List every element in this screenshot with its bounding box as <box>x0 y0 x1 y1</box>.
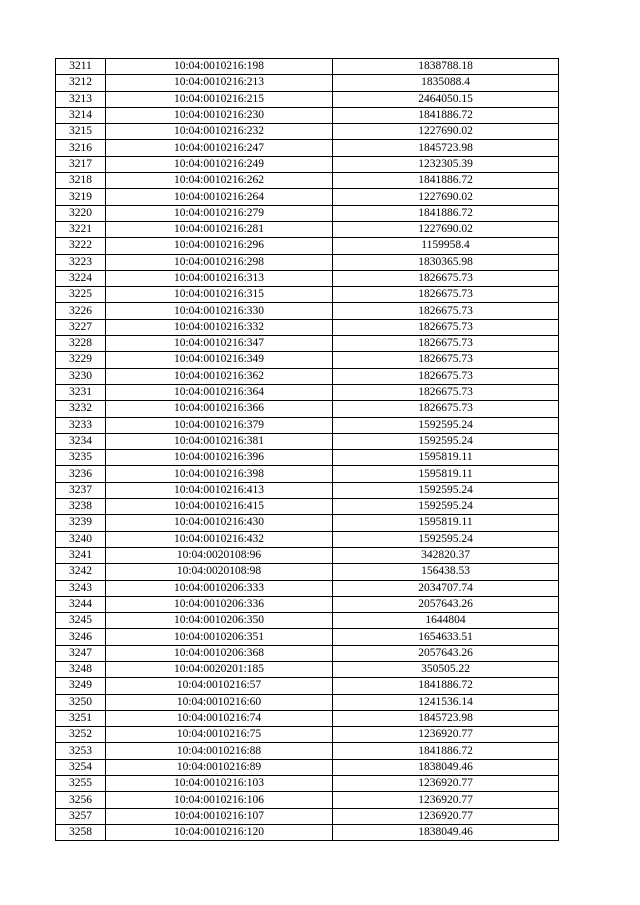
row-number-cell: 3239 <box>56 515 106 531</box>
cadastral-number-cell: 10:04:0010216:264 <box>106 189 333 205</box>
cadastral-number-cell: 10:04:0010216:281 <box>106 221 333 237</box>
cadastral-number-cell: 10:04:0010216:247 <box>106 140 333 156</box>
value-cell: 1841886.72 <box>333 107 559 123</box>
table-row <box>56 352 559 368</box>
value-cell: 1236920.77 <box>333 808 559 824</box>
table-row <box>56 384 559 400</box>
row-number-cell: 3220 <box>56 205 106 221</box>
table-row <box>56 678 559 694</box>
value-cell: 1838788.18 <box>333 59 559 75</box>
cadastral-number-cell: 10:04:0010206:336 <box>106 596 333 612</box>
value-cell: 1845723.98 <box>333 710 559 726</box>
cadastral-number-cell: 10:04:0010216:413 <box>106 482 333 498</box>
row-number-cell: 3237 <box>56 482 106 498</box>
cadastral-number-cell: 10:04:0010216:213 <box>106 75 333 91</box>
table-row <box>56 596 559 612</box>
cadastral-number-cell: 10:04:0010216:379 <box>106 417 333 433</box>
cadastral-number-cell: 10:04:0010216:89 <box>106 759 333 775</box>
table-row <box>56 368 559 384</box>
cadastral-number-cell: 10:04:0010206:350 <box>106 613 333 629</box>
cadastral-number-cell: 10:04:0010216:75 <box>106 727 333 743</box>
row-number-cell: 3235 <box>56 450 106 466</box>
cadastral-number-cell: 10:04:0010216:332 <box>106 319 333 335</box>
table-row <box>56 808 559 824</box>
value-cell: 1592595.24 <box>333 531 559 547</box>
cadastral-value-table <box>55 58 559 841</box>
table-row <box>56 466 559 482</box>
cadastral-number-cell: 10:04:0010216:60 <box>106 694 333 710</box>
cadastral-number-cell: 10:04:0010216:106 <box>106 792 333 808</box>
value-cell: 1838049.46 <box>333 759 559 775</box>
row-number-cell: 3257 <box>56 808 106 824</box>
cadastral-number-cell: 10:04:0010216:249 <box>106 156 333 172</box>
cadastral-number-cell: 10:04:0010216:430 <box>106 515 333 531</box>
value-cell: 1841886.72 <box>333 743 559 759</box>
table-row <box>56 91 559 107</box>
value-cell: 1592595.24 <box>333 417 559 433</box>
row-number-cell: 3248 <box>56 661 106 677</box>
table-row <box>56 156 559 172</box>
table-row <box>56 743 559 759</box>
cadastral-number-cell: 10:04:0010216:232 <box>106 124 333 140</box>
cadastral-number-cell: 10:04:0010216:347 <box>106 336 333 352</box>
value-cell: 1826675.73 <box>333 401 559 417</box>
value-cell: 1595819.11 <box>333 450 559 466</box>
row-number-cell: 3253 <box>56 743 106 759</box>
table-row <box>56 580 559 596</box>
table-row <box>56 499 559 515</box>
value-cell: 1644804 <box>333 613 559 629</box>
cadastral-number-cell: 10:04:0010216:396 <box>106 450 333 466</box>
row-number-cell: 3231 <box>56 384 106 400</box>
row-number-cell: 3227 <box>56 319 106 335</box>
cadastral-number-cell: 10:04:0010216:103 <box>106 776 333 792</box>
row-number-cell: 3217 <box>56 156 106 172</box>
row-number-cell: 3250 <box>56 694 106 710</box>
table-row <box>56 238 559 254</box>
row-number-cell: 3233 <box>56 417 106 433</box>
row-number-cell: 3211 <box>56 59 106 75</box>
table-row <box>56 450 559 466</box>
value-cell: 1159958.4 <box>333 238 559 254</box>
value-cell: 2057643.26 <box>333 596 559 612</box>
value-cell: 1592595.24 <box>333 482 559 498</box>
cadastral-number-cell: 10:04:0010206:368 <box>106 645 333 661</box>
cadastral-number-cell: 10:04:0010216:120 <box>106 824 333 840</box>
value-cell: 1227690.02 <box>333 189 559 205</box>
table-row <box>56 254 559 270</box>
value-cell: 1227690.02 <box>333 124 559 140</box>
cadastral-number-cell: 10:04:0010216:198 <box>106 59 333 75</box>
row-number-cell: 3215 <box>56 124 106 140</box>
row-number-cell: 3224 <box>56 270 106 286</box>
table-row <box>56 482 559 498</box>
value-cell: 2057643.26 <box>333 645 559 661</box>
cadastral-number-cell: 10:04:0010206:333 <box>106 580 333 596</box>
row-number-cell: 3218 <box>56 173 106 189</box>
cadastral-number-cell: 10:04:0010216:313 <box>106 270 333 286</box>
row-number-cell: 3221 <box>56 221 106 237</box>
row-number-cell: 3243 <box>56 580 106 596</box>
value-cell: 1841886.72 <box>333 173 559 189</box>
table-row <box>56 140 559 156</box>
cadastral-number-cell: 10:04:0010216:230 <box>106 107 333 123</box>
cadastral-number-cell: 10:04:0020108:98 <box>106 564 333 580</box>
row-number-cell: 3212 <box>56 75 106 91</box>
table-row <box>56 303 559 319</box>
row-number-cell: 3245 <box>56 613 106 629</box>
row-number-cell: 3238 <box>56 499 106 515</box>
row-number-cell: 3254 <box>56 759 106 775</box>
table-row <box>56 173 559 189</box>
row-number-cell: 3219 <box>56 189 106 205</box>
table-row <box>56 694 559 710</box>
row-number-cell: 3241 <box>56 547 106 563</box>
table-row <box>56 613 559 629</box>
row-number-cell: 3229 <box>56 352 106 368</box>
row-number-cell: 3256 <box>56 792 106 808</box>
table-row <box>56 417 559 433</box>
value-cell: 1232305.39 <box>333 156 559 172</box>
row-number-cell: 3252 <box>56 727 106 743</box>
row-number-cell: 3246 <box>56 629 106 645</box>
value-cell: 1236920.77 <box>333 776 559 792</box>
value-cell: 1841886.72 <box>333 205 559 221</box>
value-cell: 1241536.14 <box>333 694 559 710</box>
table-row <box>56 124 559 140</box>
value-cell: 342820.37 <box>333 547 559 563</box>
cadastral-number-cell: 10:04:0010216:432 <box>106 531 333 547</box>
value-cell: 156438.53 <box>333 564 559 580</box>
value-cell: 2034707.74 <box>333 580 559 596</box>
value-cell: 1592595.24 <box>333 433 559 449</box>
value-cell: 1236920.77 <box>333 792 559 808</box>
cadastral-number-cell: 10:04:0010216:415 <box>106 499 333 515</box>
cadastral-number-cell: 10:04:0010206:351 <box>106 629 333 645</box>
cadastral-number-cell: 10:04:0010216:298 <box>106 254 333 270</box>
cadastral-number-cell: 10:04:0010216:88 <box>106 743 333 759</box>
value-cell: 1592595.24 <box>333 499 559 515</box>
value-cell: 1826675.73 <box>333 303 559 319</box>
cadastral-number-cell: 10:04:0010216:296 <box>106 238 333 254</box>
table-row <box>56 661 559 677</box>
row-number-cell: 3216 <box>56 140 106 156</box>
row-number-cell: 3244 <box>56 596 106 612</box>
row-number-cell: 3240 <box>56 531 106 547</box>
table-row <box>56 531 559 547</box>
row-number-cell: 3222 <box>56 238 106 254</box>
cadastral-number-cell: 10:04:0010216:349 <box>106 352 333 368</box>
value-cell: 1654633.51 <box>333 629 559 645</box>
table-row <box>56 629 559 645</box>
cadastral-number-cell: 10:04:0010216:364 <box>106 384 333 400</box>
cadastral-number-cell: 10:04:0020108:96 <box>106 547 333 563</box>
table-row <box>56 270 559 286</box>
value-cell: 1826675.73 <box>333 319 559 335</box>
value-cell: 1838049.46 <box>333 824 559 840</box>
row-number-cell: 3223 <box>56 254 106 270</box>
table-row <box>56 824 559 840</box>
value-cell: 1595819.11 <box>333 466 559 482</box>
value-cell: 1826675.73 <box>333 352 559 368</box>
cadastral-number-cell: 10:04:0010216:362 <box>106 368 333 384</box>
cadastral-number-cell: 10:04:0010216:57 <box>106 678 333 694</box>
value-cell: 1826675.73 <box>333 287 559 303</box>
table-row <box>56 59 559 75</box>
table-row <box>56 515 559 531</box>
value-cell: 1845723.98 <box>333 140 559 156</box>
table-row <box>56 433 559 449</box>
row-number-cell: 3214 <box>56 107 106 123</box>
table-row <box>56 645 559 661</box>
table-row <box>56 287 559 303</box>
cadastral-number-cell: 10:04:0010216:279 <box>106 205 333 221</box>
cadastral-number-cell: 10:04:0020201:185 <box>106 661 333 677</box>
value-cell: 1830365.98 <box>333 254 559 270</box>
row-number-cell: 3249 <box>56 678 106 694</box>
table-row <box>56 401 559 417</box>
cadastral-number-cell: 10:04:0010216:315 <box>106 287 333 303</box>
cadastral-number-cell: 10:04:0010216:215 <box>106 91 333 107</box>
row-number-cell: 3225 <box>56 287 106 303</box>
value-cell: 1841886.72 <box>333 678 559 694</box>
table-row <box>56 564 559 580</box>
table-row <box>56 75 559 91</box>
value-cell: 1826675.73 <box>333 368 559 384</box>
cadastral-number-cell: 10:04:0010216:330 <box>106 303 333 319</box>
value-cell: 1236920.77 <box>333 727 559 743</box>
row-number-cell: 3255 <box>56 776 106 792</box>
table-row <box>56 792 559 808</box>
table-row <box>56 727 559 743</box>
cadastral-number-cell: 10:04:0010216:262 <box>106 173 333 189</box>
table-body <box>56 59 559 841</box>
value-cell: 1227690.02 <box>333 221 559 237</box>
value-cell: 1826675.73 <box>333 336 559 352</box>
row-number-cell: 3230 <box>56 368 106 384</box>
row-number-cell: 3213 <box>56 91 106 107</box>
value-cell: 350505.22 <box>333 661 559 677</box>
table-row <box>56 189 559 205</box>
table-row <box>56 319 559 335</box>
value-cell: 1826675.73 <box>333 270 559 286</box>
row-number-cell: 3234 <box>56 433 106 449</box>
cadastral-number-cell: 10:04:0010216:381 <box>106 433 333 449</box>
table-row <box>56 547 559 563</box>
cadastral-number-cell: 10:04:0010216:107 <box>106 808 333 824</box>
row-number-cell: 3242 <box>56 564 106 580</box>
row-number-cell: 3226 <box>56 303 106 319</box>
table-row <box>56 205 559 221</box>
row-number-cell: 3228 <box>56 336 106 352</box>
row-number-cell: 3247 <box>56 645 106 661</box>
value-cell: 2464050.15 <box>333 91 559 107</box>
value-cell: 1595819.11 <box>333 515 559 531</box>
row-number-cell: 3258 <box>56 824 106 840</box>
value-cell: 1835088.4 <box>333 75 559 91</box>
cadastral-number-cell: 10:04:0010216:74 <box>106 710 333 726</box>
row-number-cell: 3232 <box>56 401 106 417</box>
table-row <box>56 776 559 792</box>
row-number-cell: 3236 <box>56 466 106 482</box>
table-row <box>56 107 559 123</box>
table-row <box>56 710 559 726</box>
table-row <box>56 759 559 775</box>
value-cell: 1826675.73 <box>333 384 559 400</box>
table-row <box>56 336 559 352</box>
table-row <box>56 221 559 237</box>
cadastral-number-cell: 10:04:0010216:366 <box>106 401 333 417</box>
cadastral-number-cell: 10:04:0010216:398 <box>106 466 333 482</box>
row-number-cell: 3251 <box>56 710 106 726</box>
